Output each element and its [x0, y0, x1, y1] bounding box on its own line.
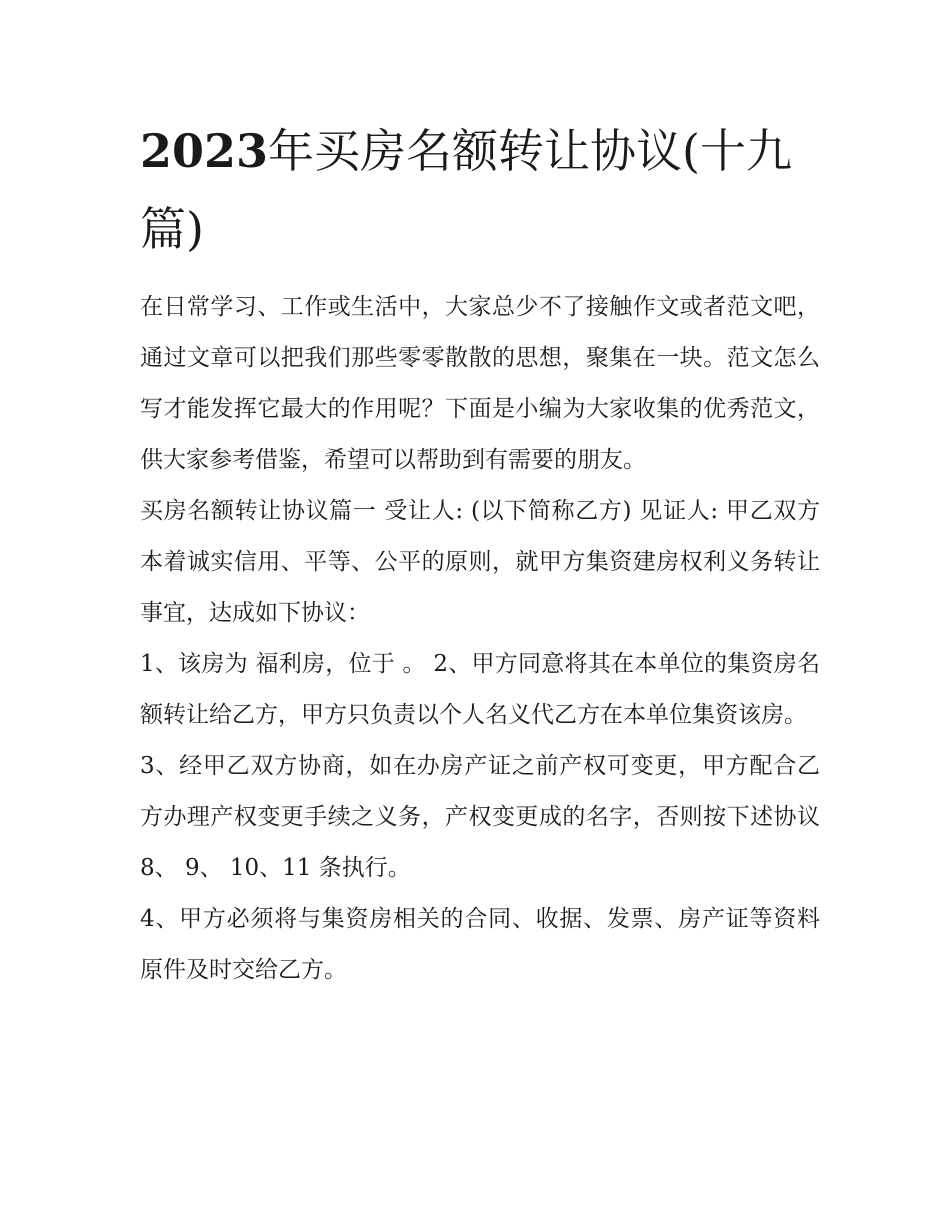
- agreement-preamble-paragraph: 买房名额转让协议篇一 受让人: (以下简称乙方) 见证人: 甲乙双方本着诚实信用、平等、公平的原则，就甲方集资建房权利义务转让事宜，达成如下协议：: [140, 498, 820, 626]
- title-text: 年买房名额转让协议(十九篇): [140, 124, 792, 256]
- clause-1-2-paragraph: 1、该房为 福利房，位于 。 2、甲方同意将其在本单位的集资房名额转让给乙方，甲方只负责以个人名义代乙方在本单位集资该房。: [140, 651, 820, 728]
- document-title: [140, 112, 820, 268]
- document-body: [140, 282, 820, 996]
- clause-4-paragraph: 4、甲方必须将与集资房相关的合同、收据、发票、房产证等资料原件及时交给乙方。: [140, 906, 820, 983]
- title-year: 2023: [140, 124, 269, 178]
- intro-paragraph: 在日常学习、工作或生活中，大家总少不了接触作文或者范文吧，通过文章可以把我们那些零零散散的思想，聚集在一块。范文怎么写才能发挥它最大的作用呢？下面是小编为大家收集的优秀范文，供大家参考借鉴，希望可以帮助到有需要的朋友。: [140, 294, 820, 473]
- clause-3-paragraph: 3、经甲乙双方协商，如在办房产证之前产权可变更，甲方配合乙方办理产权变更手续之义务，产权变更成的名字，否则按下述协议 8、 9、 10、11 条执行。: [140, 753, 820, 881]
- document-page: [140, 112, 820, 996]
